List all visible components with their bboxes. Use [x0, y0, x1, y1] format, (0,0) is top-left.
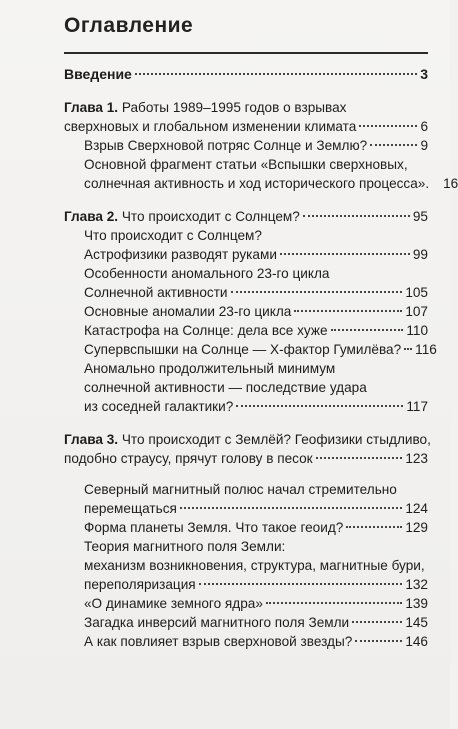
- dot-leader: [331, 329, 404, 331]
- toc-subsection: [84, 575, 428, 594]
- toc-subsection: [84, 264, 428, 283]
- page-number: 3: [420, 65, 428, 82]
- dot-leader: [135, 73, 417, 75]
- toc-subsection: [84, 359, 428, 378]
- page-number: 116: [415, 341, 437, 357]
- toc-subsection: [84, 480, 428, 499]
- toc-subsection: [84, 594, 428, 613]
- toc-subsection: [84, 397, 428, 416]
- dot-leader: [316, 457, 403, 459]
- subsection-title: Теория магнитного поля Земли:: [84, 538, 286, 554]
- subsection-title: «О динамике земного ядра»: [84, 595, 263, 611]
- subsection-title: солнечная активность и ход исторического процесса».: [84, 175, 430, 191]
- page-number: 145: [405, 614, 428, 630]
- page-number: 107: [405, 303, 428, 319]
- toc-subsection: [84, 174, 458, 193]
- toc-subsection: [84, 321, 428, 340]
- toc-subsection: [84, 245, 428, 264]
- page-number: 6: [420, 118, 428, 134]
- toc-subsection: [84, 632, 428, 651]
- subsection-title: Загадка инверсий магнитного поля Земли: [84, 614, 350, 630]
- toc-subsection: [84, 226, 428, 245]
- toc-subsection: [84, 556, 428, 575]
- dot-leader: [236, 405, 403, 407]
- toc-entry-label: Введение: [64, 65, 132, 82]
- chapter-heading-line: [64, 430, 431, 449]
- dot-leader: [280, 253, 410, 255]
- subsection-title: Основной фрагмент статьи «Вспышки сверхновых,: [84, 156, 408, 172]
- toc-chapter-2: [64, 207, 437, 416]
- chapter-heading-line: [64, 449, 428, 468]
- page-number: 129: [405, 519, 428, 535]
- subsection-title: Что происходит с Солнцем?: [84, 227, 262, 243]
- subsection-title: А как повлияет взрыв сверхновой звезды?: [84, 633, 353, 649]
- toc-subsection: [84, 340, 437, 359]
- section-gap: [64, 468, 428, 480]
- chapter-title-text: Работы 1989–1995 годов о взрывах: [121, 99, 347, 115]
- toc-subsection: [84, 518, 428, 537]
- page-number: 139: [405, 595, 428, 611]
- toc-subsection: [84, 302, 428, 321]
- subsection-title: Основные аномалии 23-го цикла: [84, 303, 292, 319]
- chapter-title-text: Что происходит с Землёй? Геофизики стыдливо,: [121, 431, 431, 447]
- page-number: 117: [406, 398, 428, 414]
- chapter-label: Глава 3.: [64, 431, 119, 447]
- toc-subsection: [84, 283, 428, 302]
- dot-leader: [303, 215, 410, 217]
- dot-leader: [294, 310, 402, 312]
- subsection-title: Солнечной активности: [84, 284, 228, 300]
- subsection-title: из соседней галактики?: [84, 398, 234, 414]
- dot-leader: [199, 583, 403, 585]
- dot-leader: [266, 602, 402, 604]
- toc-subsection: [84, 136, 428, 155]
- toc-subsection: [84, 155, 428, 174]
- toc-subsection-list: [84, 226, 437, 416]
- subsection-title: Особенности аномального 23-го цикла: [84, 265, 330, 281]
- page-number: 9: [420, 137, 428, 153]
- subsection-title: солнечной активности — последствие удара: [84, 379, 367, 395]
- page-number: 124: [405, 500, 428, 516]
- page-title: Оглавление: [64, 14, 194, 37]
- subsection-title: переполяризация: [84, 576, 196, 592]
- dot-leader: [180, 507, 402, 509]
- chapter-title-text: сверхновых и глобальном изменении климата: [64, 118, 357, 134]
- chapter-heading-line: [64, 207, 428, 226]
- dot-leader: [231, 291, 403, 293]
- chapter-heading-line: [64, 117, 428, 136]
- subsection-title: Аномально продолжительный минимум: [84, 360, 336, 376]
- chapter-title-text: Что происходит с Солнцем?: [121, 208, 300, 224]
- subsection-title: Супервспышки на Солнце — Х-фактор Гумилёва?: [84, 341, 402, 357]
- subsection-title: Катастрофа на Солнце: дела все хуже: [84, 322, 328, 338]
- toc-chapter-1: [64, 98, 458, 193]
- toc-chapter-3: [64, 430, 431, 651]
- page-number: 123: [405, 450, 428, 466]
- page-number: 99: [412, 246, 428, 262]
- toc-subsection-list: [84, 136, 458, 193]
- dot-leader: [355, 640, 402, 642]
- toc-subsection: [84, 613, 428, 632]
- subsection-title: механизм возникновения, структура, магнитные бури,: [84, 557, 425, 573]
- chapter-label: Глава 1.: [64, 99, 119, 115]
- chapter-title-text: подобно страусу, прячут голову в песок: [64, 450, 313, 466]
- chapter-heading-line: [64, 98, 428, 117]
- toc-subsection-list: [84, 480, 428, 651]
- toc-subsection: [84, 537, 428, 556]
- title-rule: [64, 52, 428, 54]
- subsection-title: Форма планеты Земля. Что такое геоид?: [84, 519, 344, 535]
- page-number: 110: [406, 322, 428, 338]
- subsection-title: перемещаться: [84, 500, 177, 516]
- dot-leader: [404, 348, 412, 350]
- page-number: 16: [443, 175, 458, 191]
- page-number: 95: [412, 208, 428, 224]
- page-number: 105: [405, 284, 428, 300]
- subsection-title: Северный магнитный полюс начал стремительно: [84, 481, 397, 497]
- toc-subsection: [84, 378, 428, 397]
- subsection-title: Астрофизики разводят руками: [84, 246, 277, 262]
- page-number: 132: [405, 576, 428, 592]
- subsection-title: Взрыв Сверхновой потряс Солнце и Землю?: [84, 137, 368, 153]
- chapter-label: Глава 2.: [64, 208, 119, 224]
- dot-leader: [346, 526, 402, 528]
- dot-leader: [370, 144, 417, 146]
- dot-leader: [352, 621, 402, 623]
- toc-entry-intro: [64, 64, 428, 84]
- page-number: 146: [405, 633, 428, 649]
- dot-leader: [359, 125, 417, 127]
- toc-subsection: [84, 499, 428, 518]
